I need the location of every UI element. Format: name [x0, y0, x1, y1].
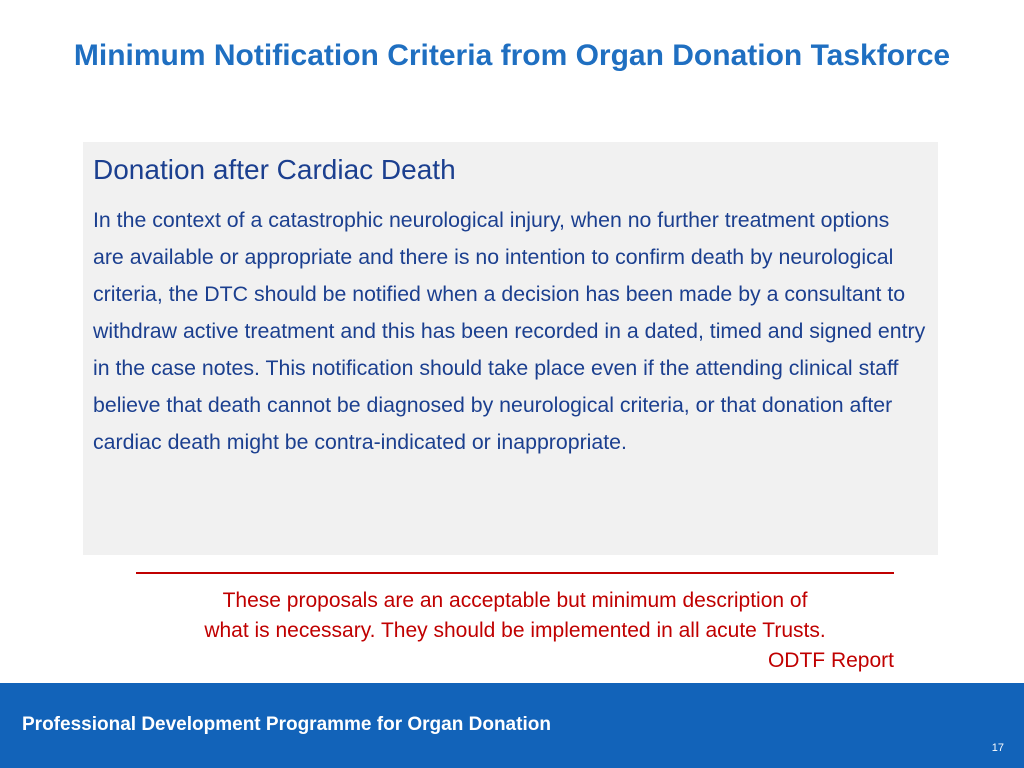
box-heading: Donation after Cardiac Death: [93, 154, 456, 185]
note-line-1: These proposals are an acceptable but minimum description of: [222, 589, 808, 612]
footer-bar: [0, 683, 1024, 768]
box-body-text: In the context of a catastrophic neurological injury, when no further treatment options are available or appropriate and there is no intention to confirm death by neurological criteria, the DTC should be notified when a decision has been made by a consultant to withdraw active treatment and this has been recorded in a dated, timed and signed entry in the case notes. This notification should take place even if the attending clinical staff believe that death cannot be diagnosed by neurological criteria, or that donation after cardiac death might be contra-indicated or inappropriate.: [93, 208, 926, 454]
slide-number: 17: [991, 742, 1004, 754]
slide-title: Minimum Notification Criteria from Organ Donation Taskforce: [73, 39, 951, 72]
note-line-2: what is necessary. They should be implemented in all acute Trusts.: [204, 619, 826, 642]
footer-programme-title: Professional Development Programme for Organ Donation: [22, 714, 551, 735]
criteria-box: [83, 142, 938, 555]
note-source: ODTF Report: [767, 649, 894, 672]
red-note: [136, 572, 894, 676]
